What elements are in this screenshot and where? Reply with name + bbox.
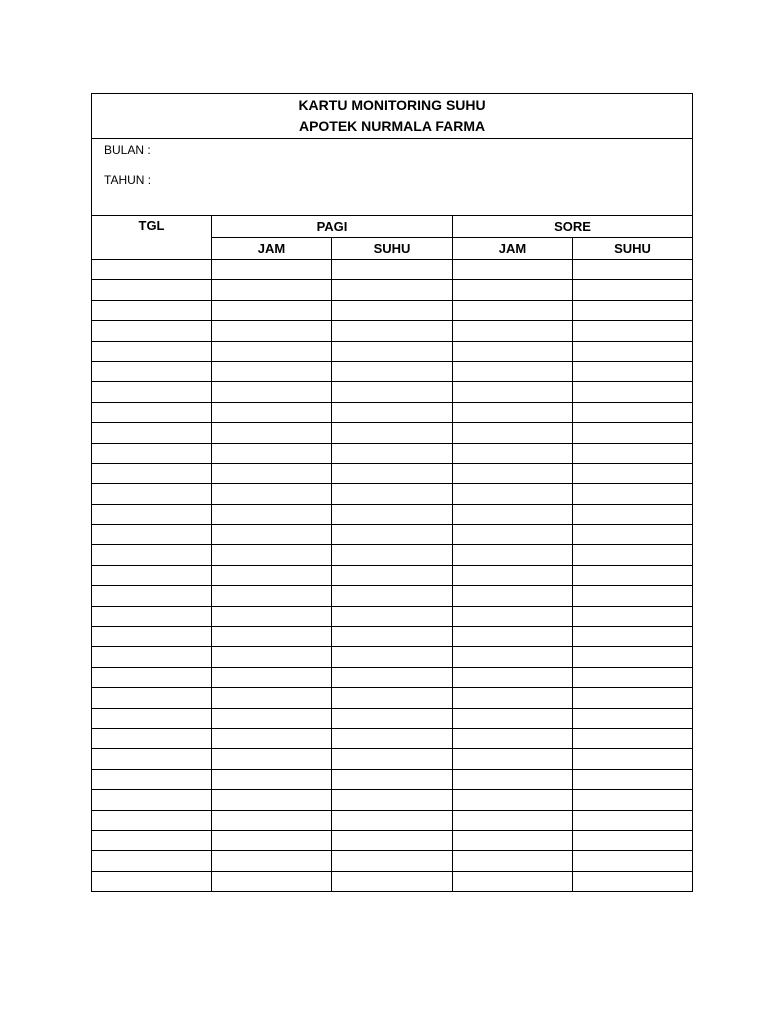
header-row-1 bbox=[92, 216, 693, 238]
tgl-cell bbox=[92, 280, 212, 300]
sore-suhu-cell bbox=[573, 545, 693, 565]
pagi-jam-cell bbox=[212, 810, 332, 830]
tgl-cell bbox=[92, 708, 212, 728]
pagi-jam-cell bbox=[212, 790, 332, 810]
sore-jam-cell bbox=[453, 545, 573, 565]
table-row bbox=[92, 443, 693, 463]
sore-jam-cell bbox=[453, 504, 573, 524]
table-row bbox=[92, 647, 693, 667]
pagi-suhu-cell bbox=[332, 769, 453, 789]
sore-suhu-cell bbox=[573, 830, 693, 850]
sore-jam-cell bbox=[453, 463, 573, 483]
sore-suhu-cell bbox=[573, 851, 693, 871]
title-line-1: KARTU MONITORING SUHU bbox=[298, 97, 486, 113]
sore-jam-cell bbox=[453, 382, 573, 402]
tgl-cell bbox=[92, 260, 212, 280]
table-row bbox=[92, 504, 693, 524]
tgl-cell bbox=[92, 627, 212, 647]
header-pagi-jam: JAM bbox=[212, 238, 332, 260]
sore-suhu-cell bbox=[573, 361, 693, 381]
pagi-jam-cell bbox=[212, 382, 332, 402]
pagi-suhu-cell bbox=[332, 300, 453, 320]
table-row bbox=[92, 606, 693, 626]
table-row bbox=[92, 260, 693, 280]
pagi-jam-cell bbox=[212, 341, 332, 361]
pagi-suhu-cell bbox=[332, 361, 453, 381]
tgl-cell bbox=[92, 463, 212, 483]
sore-suhu-cell bbox=[573, 606, 693, 626]
table-row bbox=[92, 463, 693, 483]
sore-jam-cell bbox=[453, 484, 573, 504]
pagi-suhu-cell bbox=[332, 627, 453, 647]
table-row bbox=[92, 361, 693, 381]
sore-jam-cell bbox=[453, 830, 573, 850]
pagi-suhu-cell bbox=[332, 443, 453, 463]
pagi-suhu-cell bbox=[332, 321, 453, 341]
pagi-suhu-cell bbox=[332, 484, 453, 504]
pagi-suhu-cell bbox=[332, 382, 453, 402]
sore-jam-cell bbox=[453, 810, 573, 830]
pagi-jam-cell bbox=[212, 851, 332, 871]
pagi-suhu-cell bbox=[332, 280, 453, 300]
sore-jam-cell bbox=[453, 851, 573, 871]
sore-jam-cell bbox=[453, 749, 573, 769]
sore-suhu-cell bbox=[573, 423, 693, 443]
table-row bbox=[92, 627, 693, 647]
sore-jam-cell bbox=[453, 667, 573, 687]
table-row bbox=[92, 423, 693, 443]
tgl-cell bbox=[92, 830, 212, 850]
pagi-jam-cell bbox=[212, 525, 332, 545]
sore-suhu-cell bbox=[573, 647, 693, 667]
sore-jam-cell bbox=[453, 525, 573, 545]
temperature-monitoring-card bbox=[91, 93, 692, 892]
pagi-jam-cell bbox=[212, 830, 332, 850]
table-row bbox=[92, 810, 693, 830]
pagi-suhu-cell bbox=[332, 586, 453, 606]
sore-suhu-cell bbox=[573, 790, 693, 810]
table-row bbox=[92, 769, 693, 789]
sore-suhu-cell bbox=[573, 260, 693, 280]
sore-jam-cell bbox=[453, 280, 573, 300]
pagi-suhu-cell bbox=[332, 260, 453, 280]
table-row bbox=[92, 321, 693, 341]
tgl-cell bbox=[92, 667, 212, 687]
table-row bbox=[92, 708, 693, 728]
pagi-jam-cell bbox=[212, 280, 332, 300]
sore-jam-cell bbox=[453, 565, 573, 585]
header-sore-suhu: SUHU bbox=[573, 238, 693, 260]
pagi-suhu-cell bbox=[332, 463, 453, 483]
sore-suhu-cell bbox=[573, 749, 693, 769]
sore-jam-cell bbox=[453, 871, 573, 891]
table-row bbox=[92, 871, 693, 891]
pagi-jam-cell bbox=[212, 423, 332, 443]
tgl-cell bbox=[92, 423, 212, 443]
table-row bbox=[92, 586, 693, 606]
pagi-jam-cell bbox=[212, 708, 332, 728]
pagi-jam-cell bbox=[212, 545, 332, 565]
table-row bbox=[92, 300, 693, 320]
sore-jam-cell bbox=[453, 402, 573, 422]
title-row bbox=[92, 94, 693, 139]
table-row bbox=[92, 525, 693, 545]
pagi-suhu-cell bbox=[332, 423, 453, 443]
pagi-jam-cell bbox=[212, 586, 332, 606]
table-row bbox=[92, 382, 693, 402]
table-row bbox=[92, 341, 693, 361]
tgl-cell bbox=[92, 321, 212, 341]
pagi-suhu-cell bbox=[332, 667, 453, 687]
table-row bbox=[92, 688, 693, 708]
pagi-suhu-cell bbox=[332, 647, 453, 667]
pagi-jam-cell bbox=[212, 260, 332, 280]
sore-jam-cell bbox=[453, 260, 573, 280]
table-row bbox=[92, 830, 693, 850]
tgl-cell bbox=[92, 545, 212, 565]
pagi-suhu-cell bbox=[332, 402, 453, 422]
sore-suhu-cell bbox=[573, 463, 693, 483]
header-sore: SORE bbox=[453, 216, 693, 238]
table-row bbox=[92, 790, 693, 810]
table-row bbox=[92, 484, 693, 504]
table-row bbox=[92, 545, 693, 565]
sore-suhu-cell bbox=[573, 565, 693, 585]
pagi-jam-cell bbox=[212, 667, 332, 687]
sore-suhu-cell bbox=[573, 280, 693, 300]
sore-suhu-cell bbox=[573, 728, 693, 748]
sore-suhu-cell bbox=[573, 627, 693, 647]
bulan-label: BULAN : bbox=[104, 143, 151, 157]
table-row bbox=[92, 728, 693, 748]
sore-jam-cell bbox=[453, 728, 573, 748]
pagi-jam-cell bbox=[212, 463, 332, 483]
sore-suhu-cell bbox=[573, 402, 693, 422]
tgl-cell bbox=[92, 484, 212, 504]
pagi-suhu-cell bbox=[332, 790, 453, 810]
sore-jam-cell bbox=[453, 443, 573, 463]
meta-row bbox=[92, 139, 693, 216]
pagi-jam-cell bbox=[212, 769, 332, 789]
sore-jam-cell bbox=[453, 606, 573, 626]
table-row bbox=[92, 749, 693, 769]
pagi-suhu-cell bbox=[332, 341, 453, 361]
tgl-cell bbox=[92, 565, 212, 585]
table-row bbox=[92, 280, 693, 300]
tgl-cell bbox=[92, 504, 212, 524]
pagi-jam-cell bbox=[212, 871, 332, 891]
sore-jam-cell bbox=[453, 423, 573, 443]
table-row bbox=[92, 851, 693, 871]
pagi-suhu-cell bbox=[332, 708, 453, 728]
sore-jam-cell bbox=[453, 321, 573, 341]
card-title bbox=[92, 94, 693, 139]
tgl-cell bbox=[92, 647, 212, 667]
tgl-cell bbox=[92, 728, 212, 748]
sore-suhu-cell bbox=[573, 667, 693, 687]
pagi-jam-cell bbox=[212, 627, 332, 647]
sore-suhu-cell bbox=[573, 688, 693, 708]
sore-suhu-cell bbox=[573, 708, 693, 728]
pagi-jam-cell bbox=[212, 321, 332, 341]
pagi-suhu-cell bbox=[332, 810, 453, 830]
tgl-cell bbox=[92, 749, 212, 769]
sore-jam-cell bbox=[453, 300, 573, 320]
pagi-jam-cell bbox=[212, 688, 332, 708]
tgl-cell bbox=[92, 790, 212, 810]
table-row bbox=[92, 565, 693, 585]
sore-suhu-cell bbox=[573, 300, 693, 320]
sore-jam-cell bbox=[453, 688, 573, 708]
sore-suhu-cell bbox=[573, 525, 693, 545]
table-row bbox=[92, 402, 693, 422]
sore-suhu-cell bbox=[573, 484, 693, 504]
header-pagi-suhu: SUHU bbox=[332, 238, 453, 260]
pagi-jam-cell bbox=[212, 361, 332, 381]
pagi-suhu-cell bbox=[332, 545, 453, 565]
pagi-jam-cell bbox=[212, 728, 332, 748]
tgl-cell bbox=[92, 402, 212, 422]
pagi-suhu-cell bbox=[332, 830, 453, 850]
pagi-jam-cell bbox=[212, 402, 332, 422]
header-sore-jam: JAM bbox=[453, 238, 573, 260]
sore-jam-cell bbox=[453, 627, 573, 647]
monitoring-table bbox=[91, 93, 693, 892]
pagi-suhu-cell bbox=[332, 565, 453, 585]
sore-suhu-cell bbox=[573, 504, 693, 524]
sore-suhu-cell bbox=[573, 443, 693, 463]
table-row bbox=[92, 667, 693, 687]
sore-suhu-cell bbox=[573, 382, 693, 402]
pagi-suhu-cell bbox=[332, 504, 453, 524]
sore-suhu-cell bbox=[573, 871, 693, 891]
pagi-suhu-cell bbox=[332, 749, 453, 769]
tgl-cell bbox=[92, 769, 212, 789]
pagi-suhu-cell bbox=[332, 606, 453, 626]
tgl-cell bbox=[92, 300, 212, 320]
header-tgl: TGL bbox=[92, 216, 212, 260]
pagi-jam-cell bbox=[212, 606, 332, 626]
sore-jam-cell bbox=[453, 647, 573, 667]
pagi-jam-cell bbox=[212, 749, 332, 769]
pagi-suhu-cell bbox=[332, 525, 453, 545]
pagi-jam-cell bbox=[212, 300, 332, 320]
tgl-cell bbox=[92, 851, 212, 871]
sore-jam-cell bbox=[453, 361, 573, 381]
pagi-suhu-cell bbox=[332, 728, 453, 748]
tgl-cell bbox=[92, 382, 212, 402]
tgl-cell bbox=[92, 586, 212, 606]
pagi-suhu-cell bbox=[332, 688, 453, 708]
sore-jam-cell bbox=[453, 708, 573, 728]
pagi-jam-cell bbox=[212, 443, 332, 463]
tgl-cell bbox=[92, 810, 212, 830]
pagi-jam-cell bbox=[212, 647, 332, 667]
sore-suhu-cell bbox=[573, 810, 693, 830]
tgl-cell bbox=[92, 525, 212, 545]
pagi-jam-cell bbox=[212, 484, 332, 504]
pagi-suhu-cell bbox=[332, 871, 453, 891]
tgl-cell bbox=[92, 606, 212, 626]
sore-jam-cell bbox=[453, 769, 573, 789]
tgl-cell bbox=[92, 341, 212, 361]
sore-suhu-cell bbox=[573, 321, 693, 341]
header-pagi: PAGI bbox=[212, 216, 453, 238]
sore-jam-cell bbox=[453, 790, 573, 810]
sore-suhu-cell bbox=[573, 769, 693, 789]
pagi-jam-cell bbox=[212, 565, 332, 585]
title-line-2: APOTEK NURMALA FARMA bbox=[298, 118, 486, 134]
period-info bbox=[92, 139, 693, 216]
tgl-cell bbox=[92, 443, 212, 463]
sore-jam-cell bbox=[453, 341, 573, 361]
pagi-suhu-cell bbox=[332, 851, 453, 871]
sore-suhu-cell bbox=[573, 586, 693, 606]
tgl-cell bbox=[92, 688, 212, 708]
tgl-cell bbox=[92, 871, 212, 891]
pagi-jam-cell bbox=[212, 504, 332, 524]
tgl-cell bbox=[92, 361, 212, 381]
sore-suhu-cell bbox=[573, 341, 693, 361]
tahun-label: TAHUN : bbox=[104, 173, 152, 187]
sore-jam-cell bbox=[453, 586, 573, 606]
